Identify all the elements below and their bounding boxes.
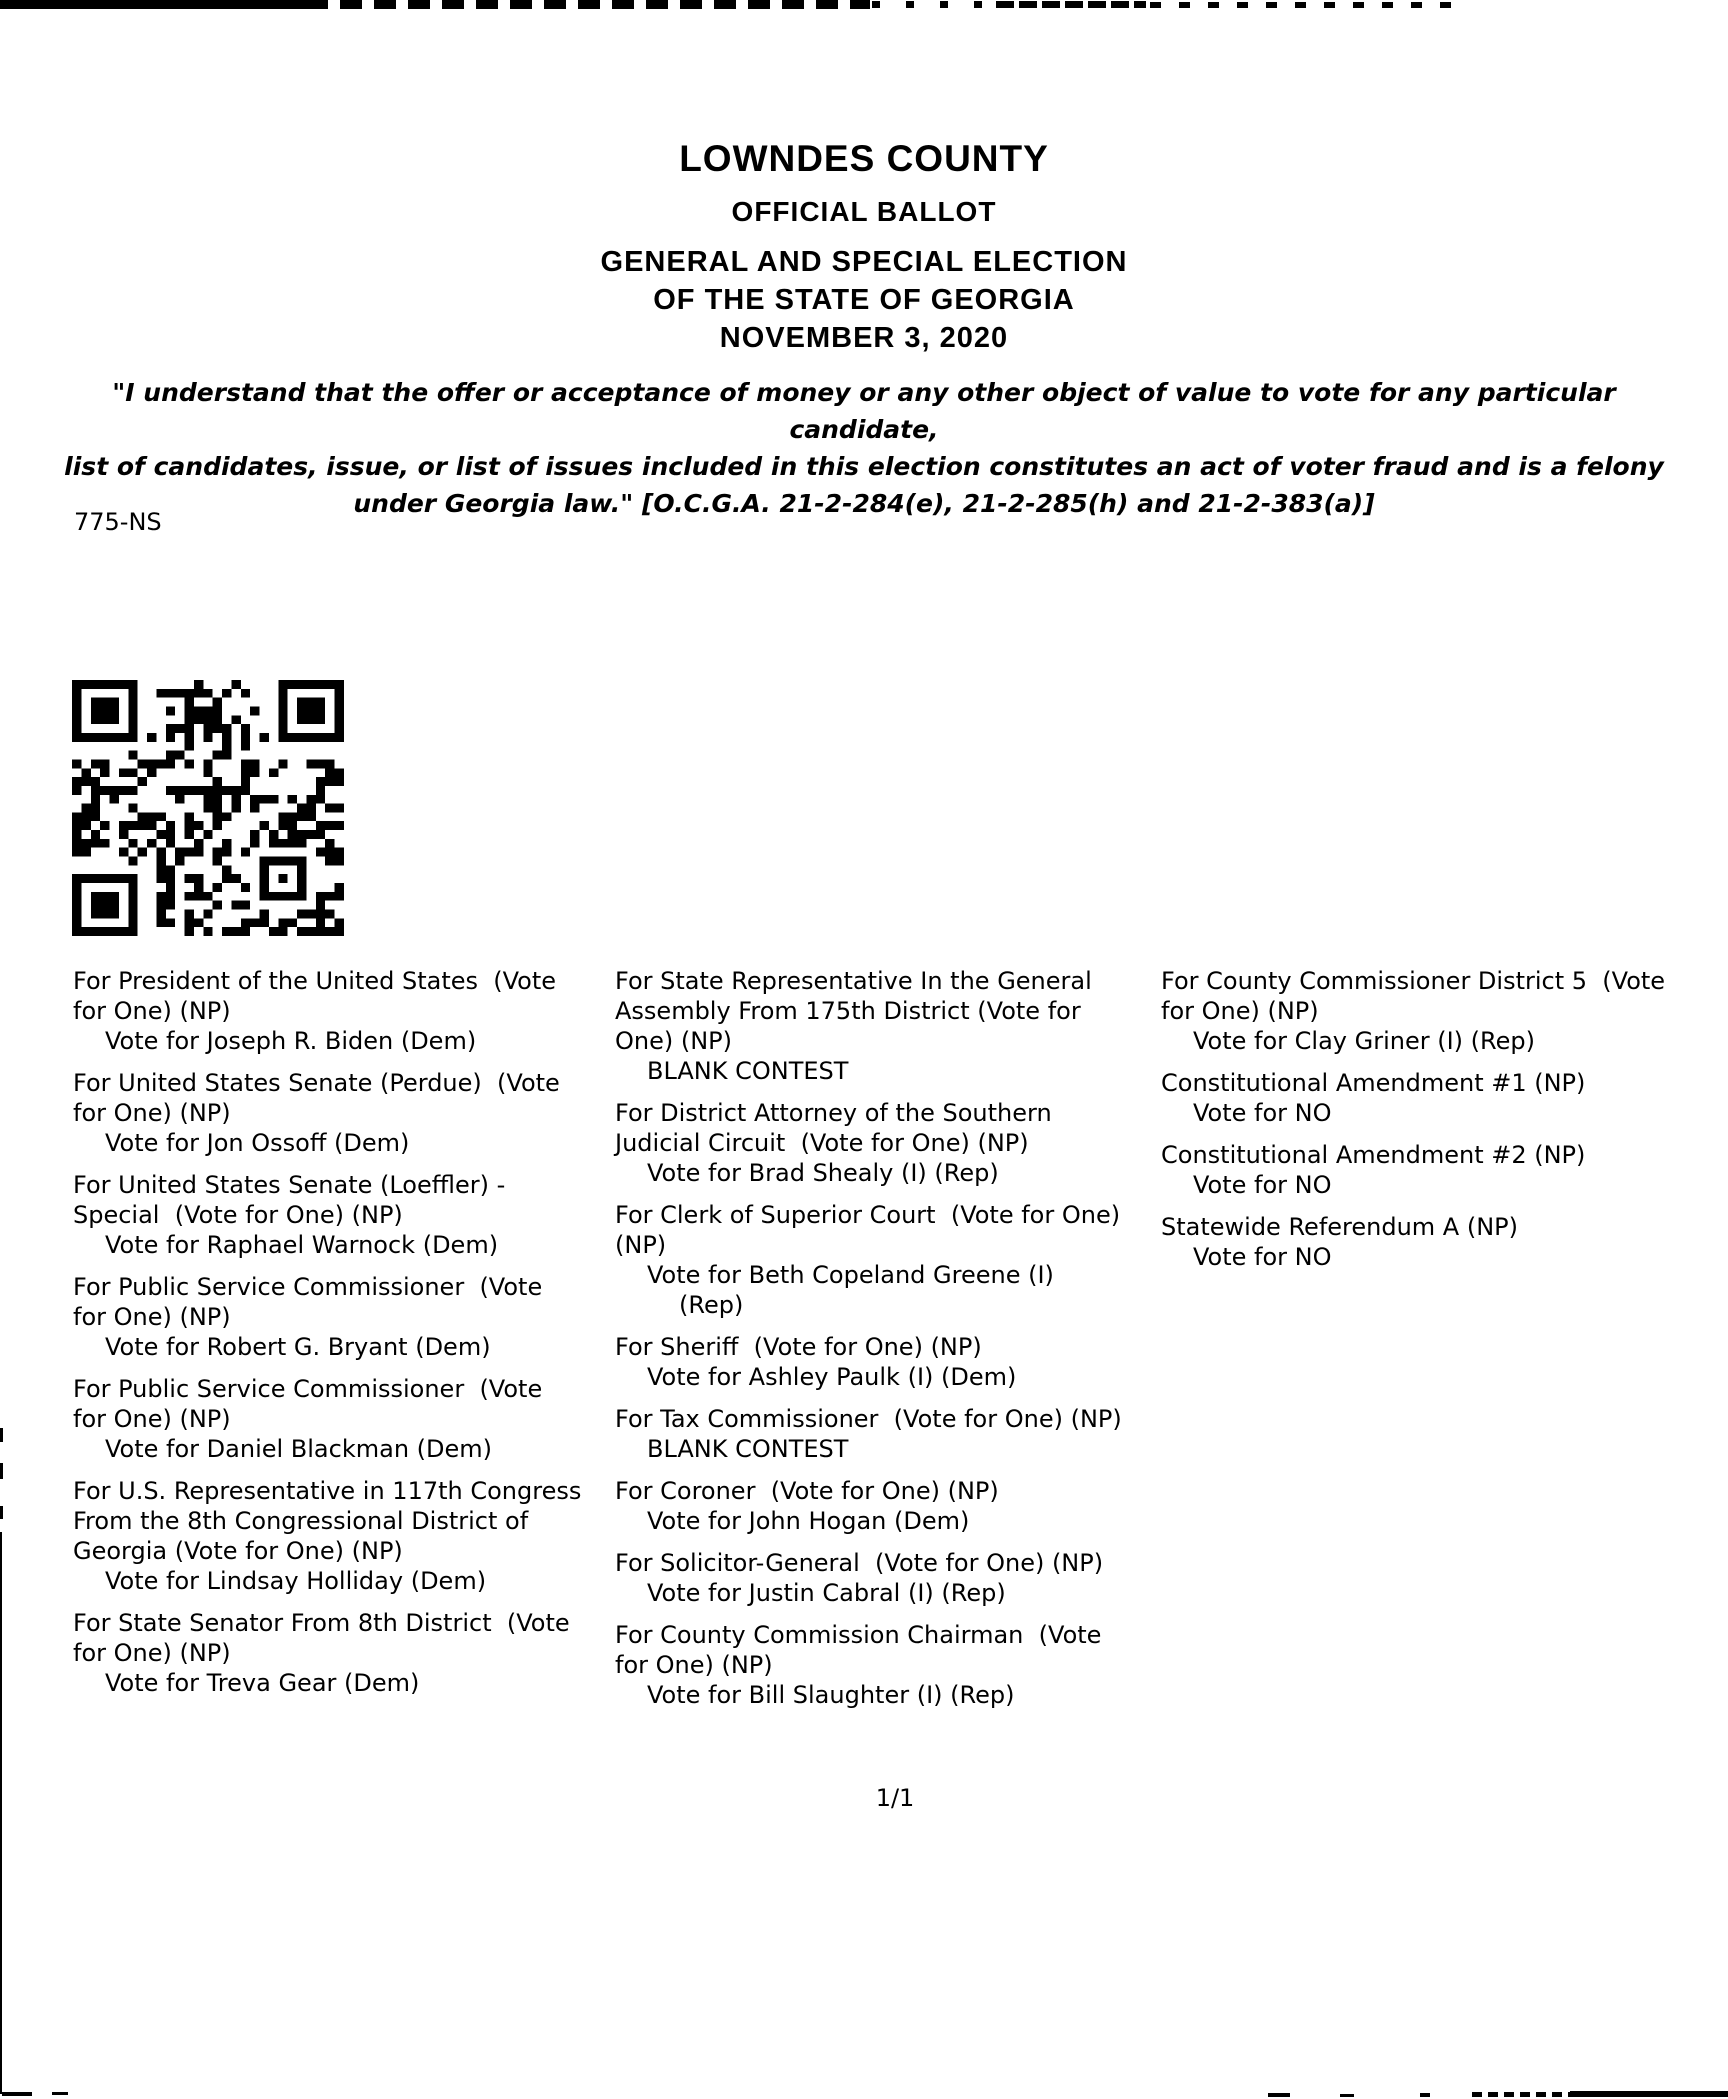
contest-title-line: Assembly From 175th District (Vote for <box>615 997 1081 1025</box>
contest-vote-line: Vote for Justin Cabral (I) (Rep) <box>647 1579 1006 1607</box>
contest-vote-line: BLANK CONTEST <box>647 1435 849 1463</box>
contest-title-line: For State Representative In the General <box>615 967 1092 995</box>
contest <box>73 1272 618 1362</box>
contest-title-line: For Coroner (Vote for One) (NP) <box>615 1477 999 1505</box>
scan-artifact-left-line <box>0 1532 2 2094</box>
disclaimer-line: under Georgia law." [O.C.G.A. 21-2-284(e), 21-2-285(h) and 21-2-383(a)] <box>353 489 1375 518</box>
contest <box>73 1068 618 1158</box>
contest-title-line: Special (Vote for One) (NP) <box>73 1201 403 1229</box>
contest-title-line: From the 8th Congressional District of <box>73 1507 529 1535</box>
contest-title-line: Judicial Circuit (Vote for One) (NP) <box>615 1129 1029 1157</box>
contest-title-line: Constitutional Amendment #1 (NP) <box>1161 1069 1586 1097</box>
contest <box>615 1404 1150 1464</box>
scan-artifact-left-dash <box>0 1463 3 1479</box>
contest-vote-line: Vote for NO <box>1193 1243 1332 1271</box>
election-title-line: GENERAL AND SPECIAL ELECTION <box>600 246 1128 278</box>
scan-artifact-top-dashes <box>1150 2 1465 8</box>
contest-vote-line: Vote for Bill Slaughter (I) (Rep) <box>647 1681 1015 1709</box>
contest-title-line: (NP) <box>615 1231 667 1259</box>
contest <box>1161 966 1728 1056</box>
contest-vote-line: Vote for NO <box>1193 1171 1332 1199</box>
ballot-style-code: 775-NS <box>74 508 162 536</box>
contest <box>1161 1140 1728 1200</box>
contest <box>615 1476 1150 1536</box>
contest <box>1161 1212 1728 1272</box>
scan-artifact-top-bar <box>0 0 306 9</box>
contest-vote-line: (Rep) <box>679 1291 744 1319</box>
contest-vote-line: Vote for Robert G. Bryant (Dem) <box>105 1333 491 1361</box>
contest-vote-line: Vote for Treva Gear (Dem) <box>105 1669 420 1697</box>
page-indicator: 1/1 <box>875 1784 915 1812</box>
contest-title-line: For Solicitor-General (Vote for One) (NP) <box>615 1549 1104 1577</box>
contest <box>1161 1068 1728 1128</box>
ballot-type-title: OFFICIAL BALLOT <box>731 196 997 227</box>
contest-title-line: for One) (NP) <box>73 1099 231 1127</box>
scan-artifact-left-dash <box>0 1428 3 1442</box>
contest-vote-line: Vote for Ashley Paulk (I) (Dem) <box>647 1363 1017 1391</box>
county-title: LOWNDES COUNTY <box>679 138 1049 179</box>
contest-title-line: Georgia (Vote for One) (NP) <box>73 1537 403 1565</box>
contest-title-line: For Clerk of Superior Court (Vote for One) <box>615 1201 1121 1229</box>
contest-title-line: Constitutional Amendment #2 (NP) <box>1161 1141 1586 1169</box>
contest <box>615 1548 1150 1608</box>
contest-column-1 <box>73 966 618 1710</box>
contest-vote-line: Vote for Joseph R. Biden (Dem) <box>105 1027 477 1055</box>
contest <box>73 1170 618 1260</box>
qr-code-icon <box>72 680 344 936</box>
contest-vote-line: Vote for Brad Shealy (I) (Rep) <box>647 1159 999 1187</box>
contest-title-line: For United States Senate (Perdue) (Vote <box>73 1069 560 1097</box>
scan-artifact-top-dashes <box>306 0 870 9</box>
contest <box>73 1374 618 1464</box>
contest-vote-line: Vote for Jon Ossoff (Dem) <box>105 1129 410 1157</box>
scan-artifact-bottom-dash <box>1420 2093 1430 2097</box>
contest-title-line: For County Commissioner District 5 (Vote <box>1161 967 1666 995</box>
scan-artifact-left-dash <box>0 1506 3 1519</box>
contest <box>615 1200 1150 1320</box>
election-title <box>0 243 1728 357</box>
contest-title-line: For Sheriff (Vote for One) (NP) <box>615 1333 982 1361</box>
scan-artifact-top-dashes <box>996 1 1146 8</box>
contest-title-line: for One) (NP) <box>73 1405 231 1433</box>
contest-column-3 <box>1161 966 1728 1284</box>
contest-title-line: For United States Senate (Loeffler) - <box>73 1171 506 1199</box>
contest-vote-line: Vote for Clay Griner (I) (Rep) <box>1193 1027 1535 1055</box>
contest-title-line: For County Commission Chairman (Vote <box>615 1621 1102 1649</box>
scan-artifact-bottom-dash <box>2 2092 32 2096</box>
contest-vote-line: BLANK CONTEST <box>647 1057 849 1085</box>
scan-artifact-top-dashes <box>872 1 990 8</box>
contest-title-line: For Public Service Commissioner (Vote <box>73 1375 543 1403</box>
contest-title-line: For Public Service Commissioner (Vote <box>73 1273 543 1301</box>
contest-title-line: for One) (NP) <box>73 1303 231 1331</box>
contest-vote-line: Vote for Daniel Blackman (Dem) <box>105 1435 493 1463</box>
contest-title-line: for One) (NP) <box>615 1651 773 1679</box>
contest <box>73 1608 618 1698</box>
contest-title-line: for One) (NP) <box>73 997 231 1025</box>
contest-vote-line: Vote for Lindsay Holliday (Dem) <box>105 1567 487 1595</box>
contest <box>73 1476 618 1596</box>
contest-vote-line: Vote for Beth Copeland Greene (I) <box>647 1261 1054 1289</box>
contest <box>615 1620 1150 1710</box>
scan-artifact-bottom-dash <box>52 2092 68 2095</box>
voter-fraud-disclaimer <box>40 374 1688 522</box>
contest-vote-line: Vote for NO <box>1193 1099 1332 1127</box>
scan-artifact-bottom-dash <box>1268 2093 1290 2097</box>
contest <box>615 966 1150 1086</box>
contest-title-line: For Tax Commissioner (Vote for One) (NP) <box>615 1405 1122 1433</box>
contest <box>73 966 618 1056</box>
contest-title-line: for One) (NP) <box>1161 997 1319 1025</box>
contest-column-2 <box>615 966 1150 1722</box>
contest-title-line: for One) (NP) <box>73 1639 231 1667</box>
contest <box>615 1332 1150 1392</box>
contest-title-line: For U.S. Representative in 117th Congress <box>73 1477 582 1505</box>
contest <box>615 1098 1150 1188</box>
contest-title-line: For District Attorney of the Southern <box>615 1099 1052 1127</box>
election-title-line: OF THE STATE OF GEORGIA <box>653 284 1075 316</box>
contest-vote-line: Vote for John Hogan (Dem) <box>647 1507 970 1535</box>
scan-artifact-bottom-line <box>1570 2091 1728 2097</box>
contest-title-line: For President of the United States (Vote <box>73 967 557 995</box>
disclaimer-line: "I understand that the offer or acceptance of money or any other object of value to vote for any particular candidate, <box>112 378 1616 444</box>
scan-artifact-bottom-dash <box>1340 2094 1354 2097</box>
contest-title-line: One) (NP) <box>615 1027 733 1055</box>
contest-title-line: For State Senator From 8th District (Vote <box>73 1609 570 1637</box>
disclaimer-line: list of candidates, issue, or list of issues included in this election constitutes an act of voter fraud and is a felony <box>64 452 1664 481</box>
contest-title-line: Statewide Referendum A (NP) <box>1161 1213 1518 1241</box>
scan-artifact-bottom-dashes <box>1472 2092 1570 2097</box>
contest-vote-line: Vote for Raphael Warnock (Dem) <box>105 1231 499 1259</box>
election-title-line: NOVEMBER 3, 2020 <box>719 322 1009 354</box>
